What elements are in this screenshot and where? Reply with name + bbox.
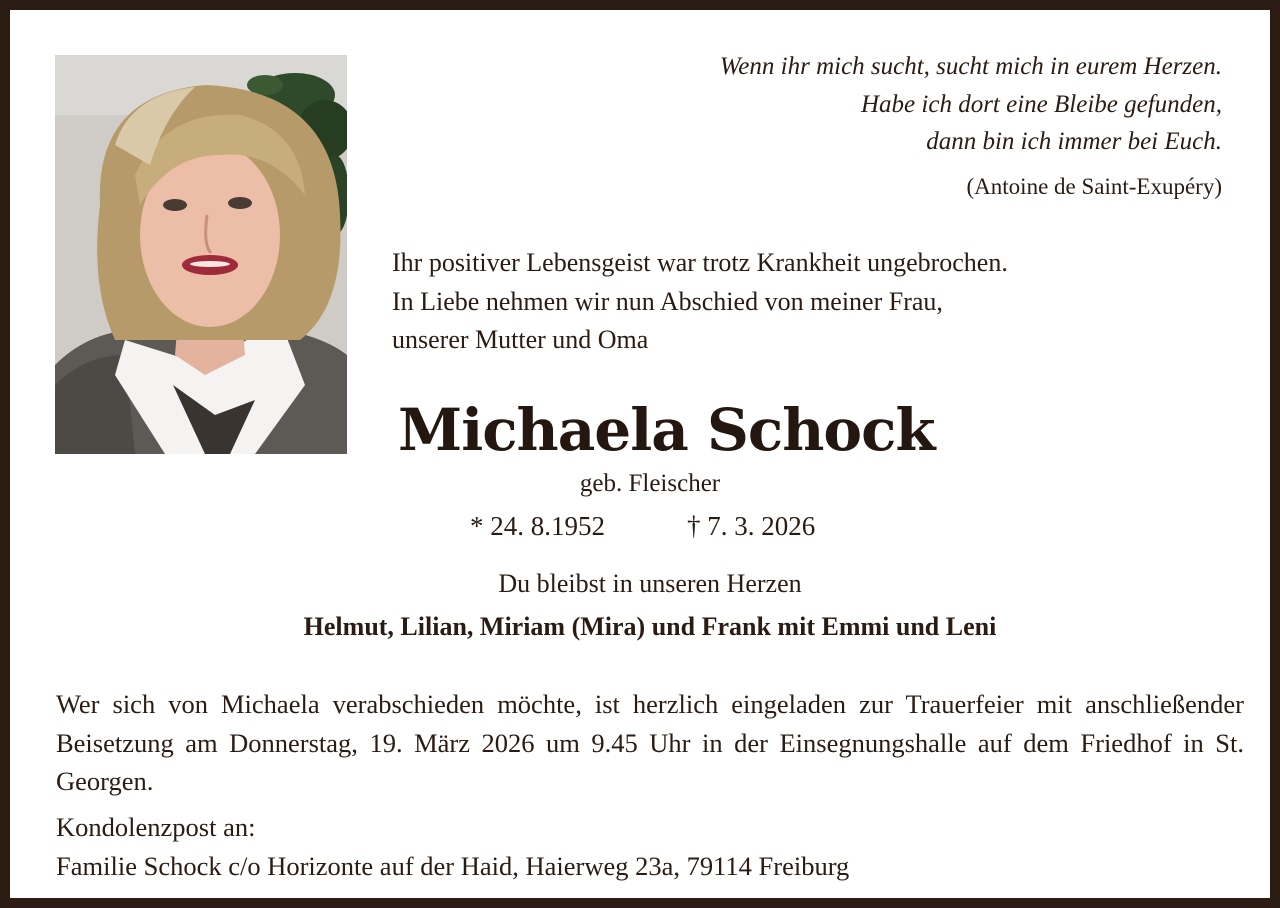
quote-line-1: Wenn ihr mich sucht, sucht mich in eurem Herzen.: [719, 53, 1222, 80]
condolence-block: [56, 808, 1244, 885]
birth-date: * 24. 8.1952: [470, 511, 605, 541]
intro-line-1: Ihr positiver Lebensgeist war trotz Krankheit ungebrochen.: [392, 248, 1008, 277]
quote-line-2: Habe ich dort eine Bleibe gefunden,: [861, 90, 1222, 118]
condolence-label: Kondolenzpost an:: [56, 812, 256, 842]
portrait-photo: [55, 55, 347, 454]
quote-line-3: dann bin ich immer bei Euch.: [926, 128, 1222, 155]
quote-block: [522, 48, 1222, 161]
deceased-name: Michaela Schock: [398, 396, 935, 464]
intro-line-2: In Liebe nehmen wir nun Abschied von meiner Frau,: [392, 286, 943, 316]
portrait-image: [55, 55, 347, 454]
quote-author: (Antoine de Saint-Exupéry): [966, 174, 1222, 199]
intro-text: [392, 244, 1252, 360]
family-names: Helmut, Lilian, Miriam (Mira) und Frank mit Emmi und Leni: [303, 612, 997, 641]
ceremony-text: Wer sich von Michaela verabschieden möchte, ist herzlich eingeladen zur Trauerfeier mit anschließender Beisetzung am Donnerstag, 19. März 2026 um 9.45 Uhr in der Einsegnungshalle auf dem Friedhof in St. Georgen.: [56, 689, 1244, 796]
maiden-name: geb. Fleischer: [579, 470, 721, 497]
intro-line-3: unserer Mutter und Oma: [392, 325, 649, 354]
death-date: † 7. 3. 2026: [687, 511, 816, 541]
remembrance-line: Du bleibst in unseren Herzen: [498, 569, 802, 598]
condolence-address: Familie Schock c/o Horizonte auf der Haid, Haierweg 23a, 79114 Freiburg: [56, 850, 850, 881]
